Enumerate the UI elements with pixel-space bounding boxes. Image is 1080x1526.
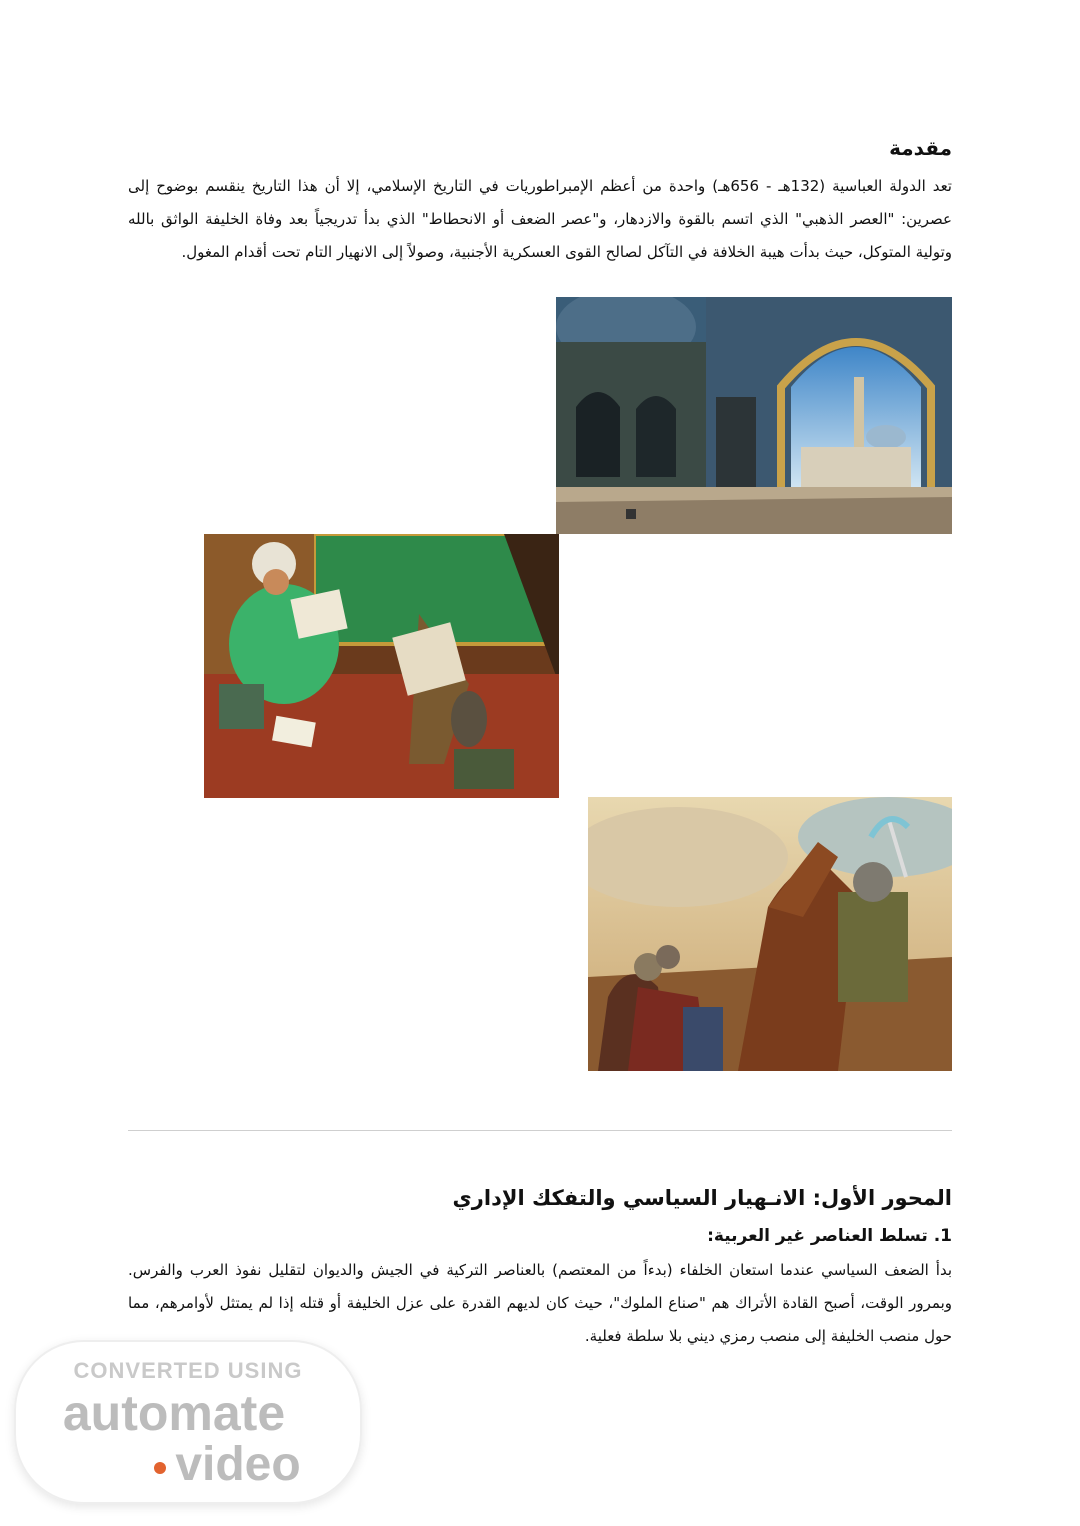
mongol-cavalry-image <box>588 797 952 1071</box>
section-heading: المحور الأول: الانـهيار السياسي والتفكك الإداري <box>452 1186 952 1210</box>
scholar-writing-image <box>204 534 559 798</box>
abbasid-courtyard-image <box>556 297 952 534</box>
converted-watermark <box>14 1340 362 1504</box>
svg-text:automate: automate <box>62 1385 286 1441</box>
automate-video-logo <box>16 1342 360 1502</box>
svg-text:video: video <box>175 1438 301 1491</box>
svg-text:CONVERTED USING: CONVERTED USING <box>73 1358 303 1383</box>
intro-paragraph: تعد الدولة العباسية (132هـ - 656هـ) واحدة من أعظم الإمبراطوريات في التاريخ الإسلامي، إلا أن هذا التاريخ ينقسم بوضوح إلى عصرين: "العصر الذهبي" الذي اتسم بالقوة والازدهار، و"عصر الضعف أو الانحطاط" الذي بدأ تدريجياً بعد وفاة الخليفة الواثق بالله وتولية المتوكل، حيث بدأت هيبة الخلافة في التآكل لصالح القوى العسكرية الأجنبية، وصولاً إلى الانهيار التام تحت أقدام المغول. <box>128 177 952 261</box>
section-divider <box>128 1130 952 1131</box>
section-subheading: 1. تسلط العناصر غير العربية: <box>707 1226 952 1246</box>
section-paragraph: بدأ الضعف السياسي عندما استعان الخلفاء (بدءاً من المعتصم) بالعناصر التركية في الجيش والديوان لتقليل نفوذ العرب والفرس. وبمرور الوقت، أصبح القادة الأتراك هم "صناع الملوك"، حيث كان لديهم القدرة على عزل الخليفة أو قتله إذا لم يمتثل لأوامرهم، مما حول منصب الخليفة إلى منصب رمزي ديني بلا سلطة فعلية. <box>128 1261 952 1345</box>
intro-heading: مقدمة <box>889 136 952 160</box>
